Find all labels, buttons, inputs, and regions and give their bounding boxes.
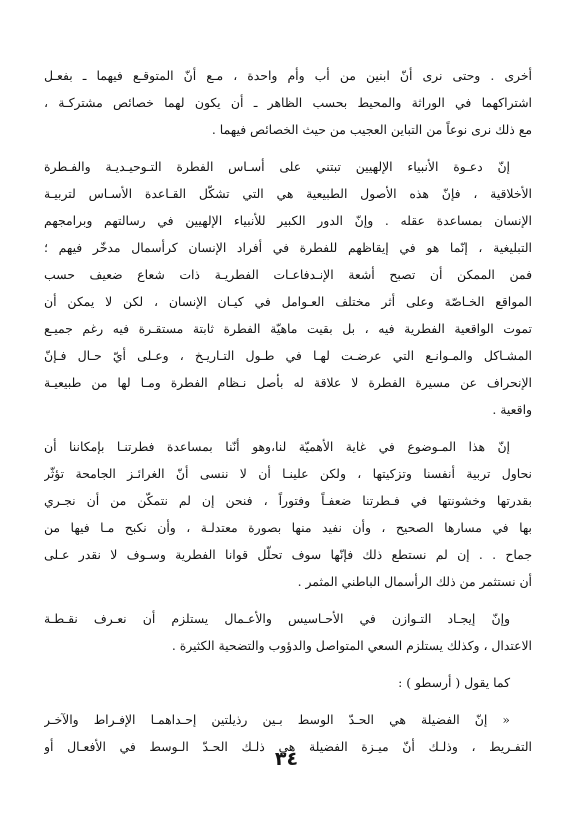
text-line: الأخلاقية ، فإنّ هذه الأصول الطبيعية هي التي تشكّل القـاعدة الأسـاس لتربيـة [44,186,532,201]
text-line: نحاول تربية أنفسنا وتزكيتها ، ولكن علينـا أن لا ننسى أنّ الغرائـز الجامحة تؤثّر [44,466,532,481]
text-line: « إنّ الفضيلة هي الحـدّ الوسط بـين رذيلتين إحـداهمـا الإفـراط والآخـر [44,712,510,727]
text-line: تموت الواقعية الفطرية فيه ، بل بقيت ماهيّة الفطرة ثابتة مستقـرة فيه رغم جميـع [44,321,532,336]
text-line: التبليغية ، إنّما هو في إيقاظهم للفطرة في أفراد الإنسان كرأسمال مدخّر فيهم ؛ [44,240,532,255]
paragraph-4 [44,605,532,659]
text-line: أن نستثمر من ذلك الرأسمال الباطني المثمر . [297,574,532,589]
text-line: واقعية . [492,402,532,417]
text-line: الاعتدال ، وكذلك يستلزم السعي المتواصل والدؤوب والتضحية الكثيرة . [171,638,532,653]
text-line: الإنحراف عن مسيرة الفطرة لا علاقة له بأصل نـظام الفطرة ومـا لها من طبيعيـة [44,375,532,390]
text-line: بها في مسارها الصحيح ، وأن نفيد منها بصورة معتدلـة ، وأن نكبح مـا فيها من [44,520,532,535]
page-body [44,62,532,760]
text-line: مع ذلك نرى نوعاً من التباين العجيب من حيث الخصائص فيهما . [211,122,532,137]
page-number: ٣٤ [274,748,299,770]
text-line: وإنّ إيجـاد التـوازن في الأحـاسيس والأعـمال يستلزم أن نعـرف نقـطـة [44,611,510,626]
text-line: كما يقول ( أرسطو ) : [398,675,510,690]
text-line: المشـاكل والمـوانـع التي عرضـت لهـا في طـول التـاريـخ ، وعـلى أيّ حـال فـإنّ [44,348,532,363]
text-line: فمن الممكن أن تصبح أشعة الإنـدفاعـات الفطريـة ذات شعاع ضعيف حسب [44,267,532,282]
paragraph-2 [44,153,532,423]
paragraph-3 [44,433,532,595]
paragraph-5 [44,669,532,696]
text-line: التفـريط ، وذلـك أنّ ميـزة الفضيلة هي ذلـك الحـدّ الـوسط في الأفعـال أو [44,739,532,754]
text-line: إنّ دعـوة الأنبياء الإلهيين تبتني على أسـاس الفطرة التـوحيـديـة والفـطرة [44,159,510,174]
text-line: المواقع الخـاصّة وعلى أثر مختلف العـوامل في كيـان الإنسان ، لكن لا يمكن أن [44,294,532,309]
text-line: اشتراكهما في الوراثة والمحيط بحسب الظاهر ـ أن يكون لهما خصائص مشتركـة ، [44,95,532,110]
paragraph-1 [44,62,532,143]
text-line: إنّ هذا المـوضوع في غاية الأهميّة لنا،وهو أنّنا بمساعدة فطرتنـا بإمكاننا أن [44,439,510,454]
text-line: أخرى . وحتى نرى أنّ ابنين من أب وأم واحدة ، مـع أنّ المتوقـع فيهما ـ بفعـل [44,68,532,83]
text-line: بقدرتها وخشونتها في فـطرتنا ضعفـاً وفتوراً ، فنحن إن لم نتمكّن من أن نجـري [44,493,532,508]
text-line: جماح . . إن لم نستطع ذلك فإنّها سوف تحلّل قوانا الفطرية وسـوف لا نقدر عـلى [44,547,532,562]
text-line: الإنسان بمساعدة عقله . وإنّ الدور الكبير للأنبياء الإلهيين في رسالتهم وبرامجهم [44,213,532,228]
